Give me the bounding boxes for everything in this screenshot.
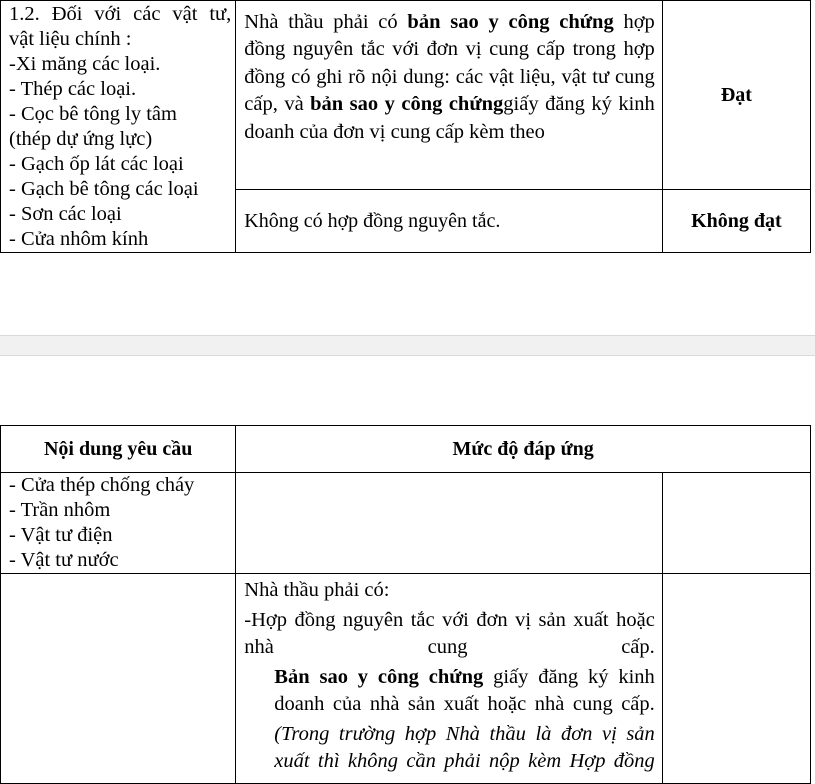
empty-result-cell (662, 473, 810, 574)
material-line: - Thép các loại. (9, 78, 137, 100)
contract-requirement: -Hợp đồng nguyên tắc với đơn vị sản xuất hoặc nhà cung cấp. (244, 609, 655, 658)
requirement-intro: Nhà thầu phải có: (244, 579, 390, 601)
requirement-pass-cell (236, 1, 663, 190)
page-break-divider (0, 335, 815, 356)
evaluation-table-top (0, 0, 811, 253)
requirement-text-c: hợp đồng nguyên tắc với đơn vị cung cấp trong hợp đồng có ghi rõ nội dung: các vật liệu, vật tư cung cấp, và (244, 11, 655, 116)
requirement-text-a: Nhà thầu phải có (244, 11, 408, 33)
material-line: - Cọc bê tông ly tâm (9, 103, 177, 125)
material-list-cell (1, 473, 236, 574)
evaluation-table-bottom (0, 425, 811, 784)
material-line: - Sơn các loại (9, 203, 122, 225)
notarized-copy-label: Bản sao y công chứng (274, 666, 484, 688)
notarized-copy-label: bản sao y công chứng (310, 93, 504, 116)
material-requirements-cell (1, 1, 236, 253)
empty-requirement-cell (1, 574, 236, 784)
material-line: - Gạch ốp lát các loại (9, 153, 184, 175)
requirement-fail-cell: Không có hợp đồng nguyên tắc. (236, 190, 663, 253)
result-pass: Đạt (662, 1, 810, 190)
notarized-copy-label: bản sao y công chứng (407, 11, 614, 33)
material-line: - Cửa thép chống cháy (9, 474, 195, 496)
result-fail: Không đạt (662, 190, 810, 253)
material-line: vật liệu chính : (9, 28, 132, 50)
material-line: - Vật tư điện (9, 524, 113, 546)
empty-result-cell (662, 574, 810, 784)
material-line: - Trần nhôm (9, 499, 111, 521)
empty-response-cell (236, 473, 663, 574)
manufacturer-note (244, 721, 655, 775)
material-line: - Vật tư nước (9, 549, 119, 571)
requirement-text-e: giấy đăng ký kinh doanh của đơn vị cung cấp kèm theo (244, 93, 655, 143)
note-text: (Trong trường hợp Nhà thầu là đơn vị sản xuất thì không cần phải nộp kèm Hợp đồng (274, 723, 655, 772)
header-requirement: Nội dung yêu cầu (1, 426, 236, 473)
material-line: 1.2. Đối với các vật tư, (9, 3, 232, 25)
license-text: giấy đăng ký kinh doanh của nhà sản xuất hoặc nhà cung cấp. (274, 666, 655, 715)
header-response-level: Mức độ đáp ứng (236, 426, 811, 473)
material-line: (thép dự ứng lực) (9, 128, 153, 150)
material-line: -Xi măng các loại. (9, 53, 161, 75)
material-line: - Gạch bê tông các loại (9, 178, 199, 200)
license-requirement (244, 664, 655, 718)
material-line: - Cửa nhôm kính (9, 228, 149, 250)
contractor-requirement-cell (236, 574, 663, 784)
